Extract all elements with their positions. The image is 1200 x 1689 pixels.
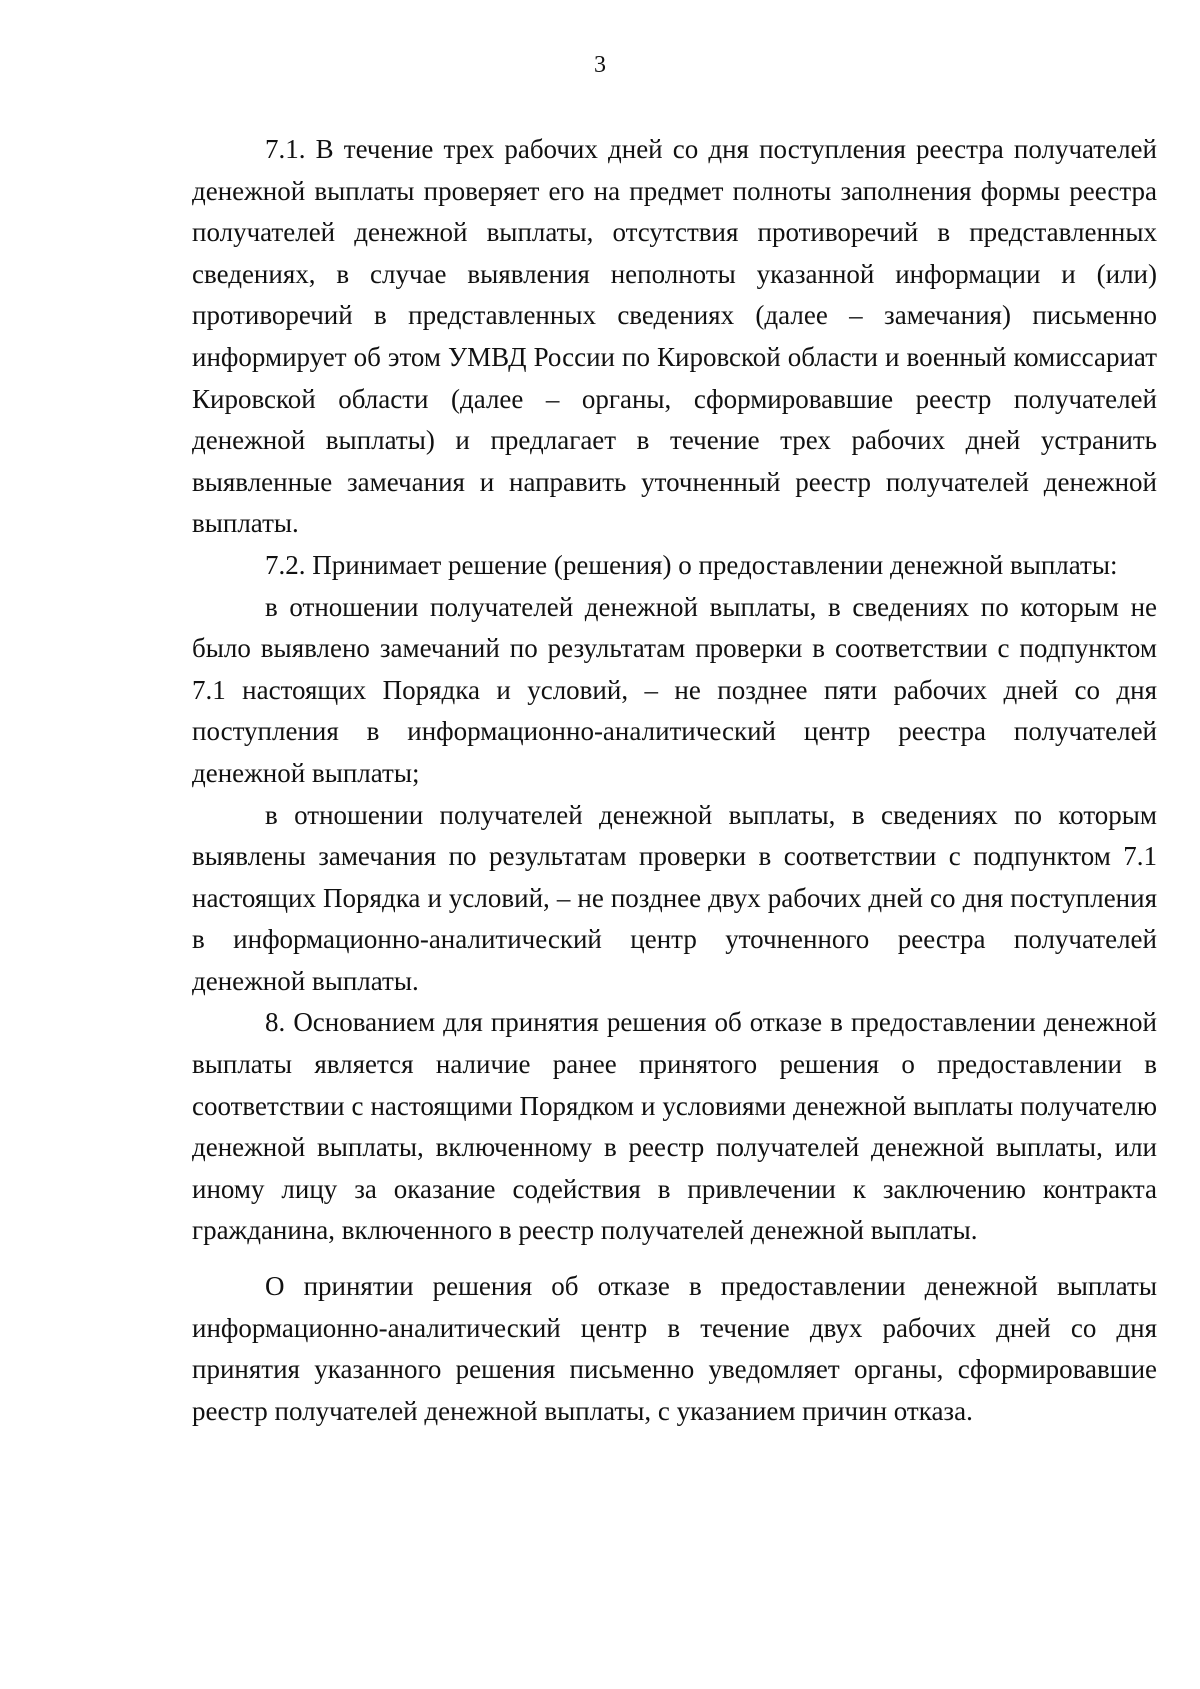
paragraph-7-1: 7.1. В течение трех рабочих дней со дня поступления реестра получателей денежной выплаты проверяет его на предмет полноты заполнения формы реестра получателей денежной выплаты, отсутствия противоречий в представленных сведениях, в случае выявления неполноты указанной информации и (или) противоречий в представленных сведениях (далее – замечания) письменно информирует об этом УМВД России по Кировской области и военный комиссариат Кировской области (далее – органы, сформировавшие реестр получателей денежной выплаты) и предлагает в течение трех рабочих дней устранить выявленные замечания и направить уточненный реестр получателей денежной выплаты. [192, 134, 1157, 539]
paragraph-8: 8. Основанием для принятия решения об отказе в предоставлении денежной выплаты является наличие ранее принятого решения о предоставлении в соответствии с настоящими Порядком и условиями денежной выплаты получателю денежной выплаты, включенному в реестр получателей денежной выплаты, или иному лицу за оказание содействия в привлечении к заключению контракта гражданина, включенного в реестр получателей денежной выплаты. [192, 1007, 1157, 1246]
paragraph-refusal-notice: О принятии решения об отказе в предоставлении денежной выплаты информационно-аналитический центр в течение двух рабочих дней со дня принятия указанного решения письменно уведомляет органы, сформировавшие реестр получателей денежной выплаты, с указанием причин отказа. [192, 1271, 1157, 1426]
paragraph-7-2-no-remarks: в отношении получателей денежной выплаты, в сведениях по которым не было выявлено замечаний по результатам проверки в соответствии с подпунктом 7.1 настоящих Порядка и условий, – не позднее пяти рабочих дней со дня поступления в информационно-аналитический центр реестра получателей денежной выплаты; [192, 591, 1157, 788]
page-number: 3 [594, 52, 606, 78]
paragraph-7-2: 7.2. Принимает решение (решения) о предоставлении денежной выплаты: [265, 549, 1118, 580]
document-body [192, 129, 1157, 1432]
paragraph-7-2-with-remarks: в отношении получателей денежной выплаты, в сведениях по которым выявлены замечания по результатам проверки в соответствии с подпунктом 7.1 настоящих Порядка и условий, – не позднее двух рабочих дней со дня поступления в информационно-аналитический центр уточненного реестра получателей денежной выплаты. [192, 799, 1157, 996]
